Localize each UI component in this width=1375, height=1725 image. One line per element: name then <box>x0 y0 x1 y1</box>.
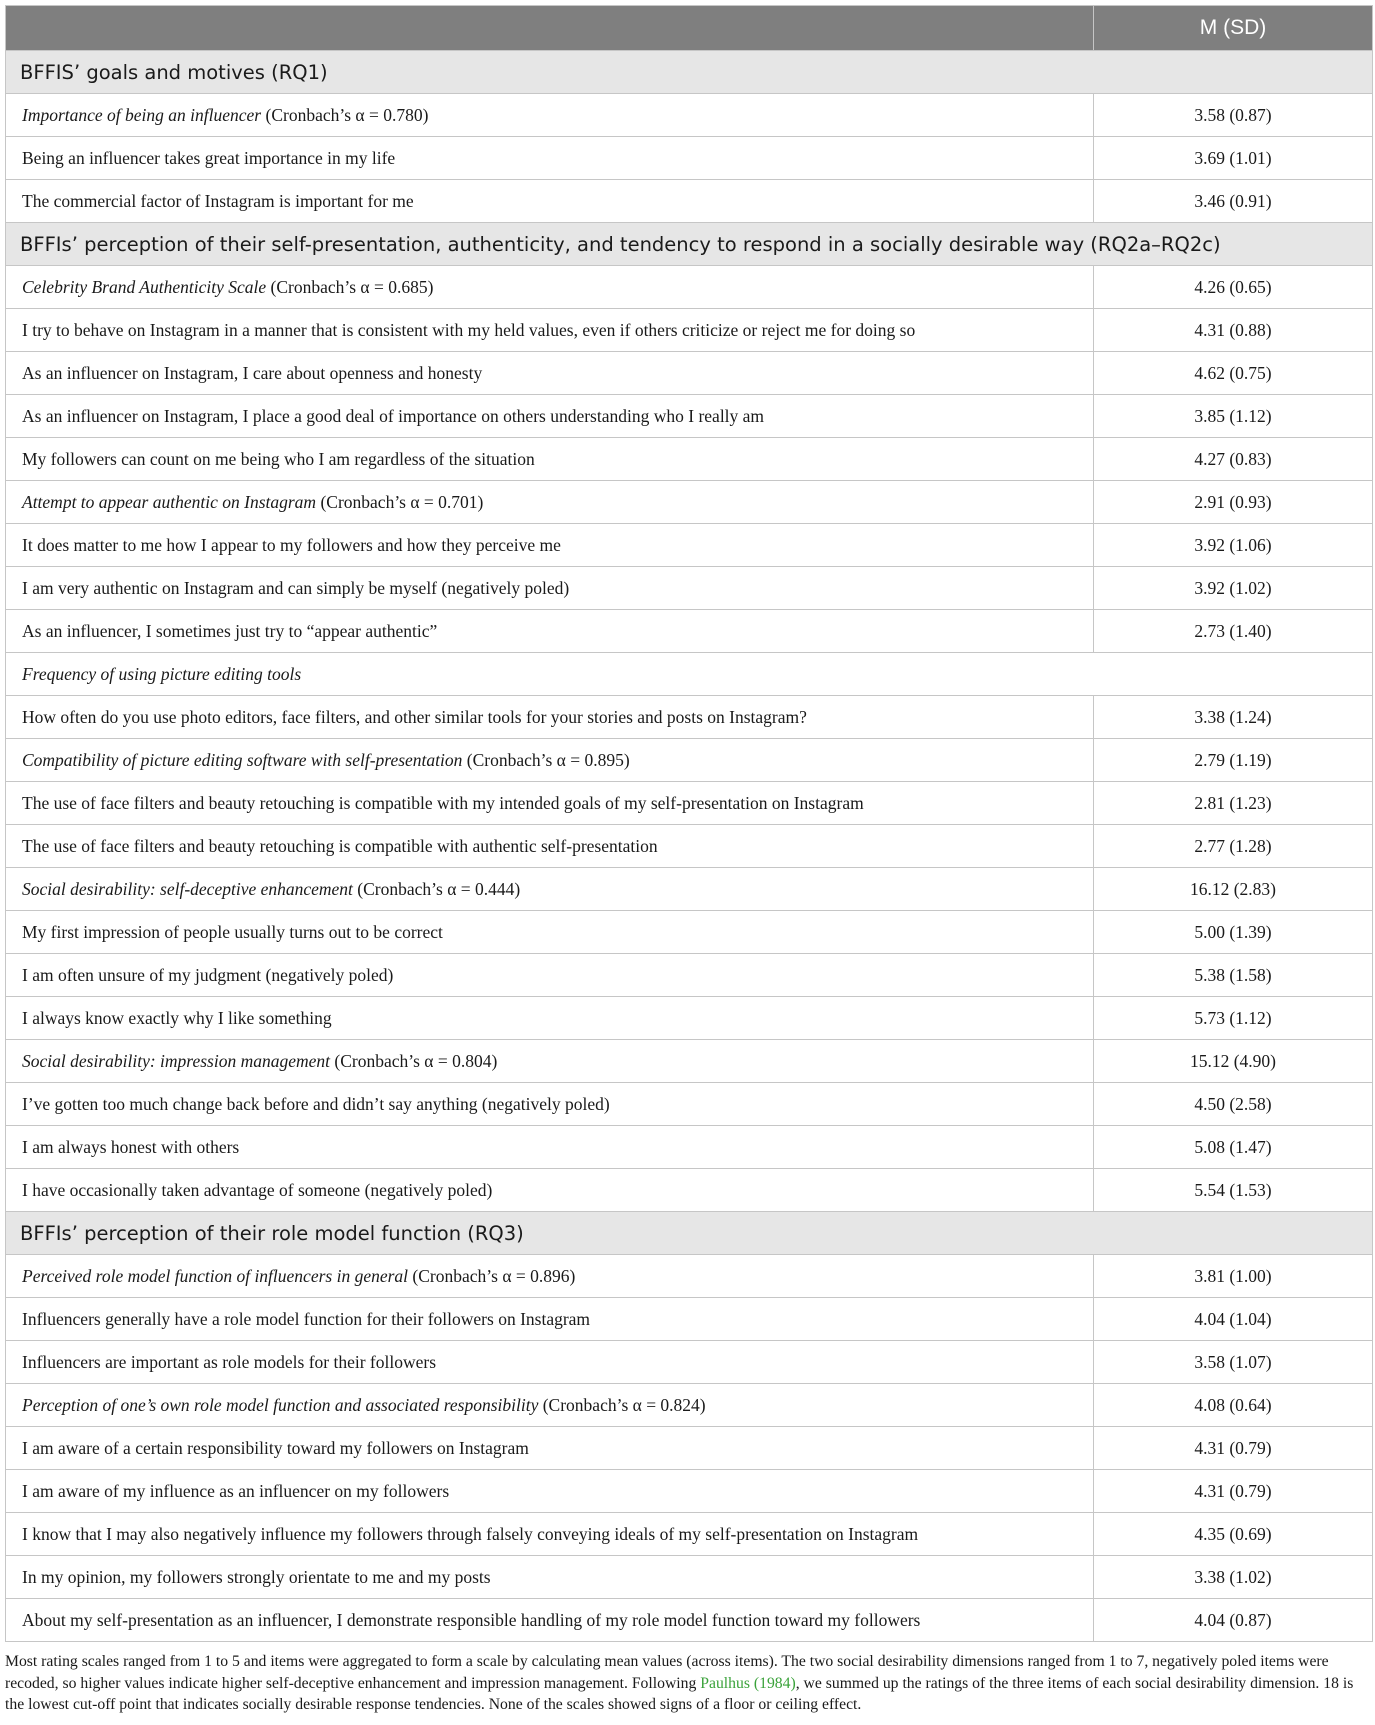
row-label <box>6 1470 1094 1513</box>
row-label-text: I always know exactly why I like something <box>22 1007 332 1028</box>
table-row <box>6 696 1373 739</box>
section-title: BFFIS’ goals and motives (RQ1) <box>6 51 1373 94</box>
table-row <box>6 481 1373 524</box>
table-row <box>6 911 1373 954</box>
row-label-text: As an influencer, I sometimes just try to “appear authentic” <box>22 620 438 641</box>
row-label-text: I know that I may also negatively influence my followers through falsely conveying ideals of my self-presentation on Instagram <box>22 1523 919 1544</box>
row-value: 4.04 (0.87) <box>1094 1599 1373 1642</box>
table-row <box>6 1556 1373 1599</box>
row-label <box>6 1384 1094 1427</box>
row-label <box>6 1427 1094 1470</box>
table-row <box>6 1083 1373 1126</box>
row-label-text: I am very authentic on Instagram and can simply be myself (negatively poled) <box>22 577 570 598</box>
row-label-text: How often do you use photo editors, face filters, and other similar tools for your stories and posts on Instagram? <box>22 706 807 727</box>
row-label-text: I am always honest with others <box>22 1136 240 1157</box>
scale-name: Celebrity Brand Authenticity Scale <box>22 276 267 297</box>
row-label <box>6 1513 1094 1556</box>
row-value: 3.58 (0.87) <box>1094 94 1373 137</box>
row-label-text: My followers can count on me being who I am regardless of the situation <box>22 448 535 469</box>
row-label <box>6 1341 1094 1384</box>
row-value: 2.73 (1.40) <box>1094 610 1373 653</box>
table-row <box>6 1126 1373 1169</box>
table-row <box>6 1341 1373 1384</box>
row-value: 2.77 (1.28) <box>1094 825 1373 868</box>
table-body <box>6 51 1373 1642</box>
row-value: 15.12 (4.90) <box>1094 1040 1373 1083</box>
row-value: 5.54 (1.53) <box>1094 1169 1373 1212</box>
row-label-text: I try to behave on Instagram in a manner that is consistent with my held values, even if others criticize or reject me for doing so <box>22 319 916 340</box>
row-value: 3.38 (1.24) <box>1094 696 1373 739</box>
footnote-citation-link[interactable]: Paulhus (1984) <box>700 1674 796 1692</box>
row-value: 4.62 (0.75) <box>1094 352 1373 395</box>
row-label-text: The use of face filters and beauty retouching is compatible with my intended goals of my self-presentation on Instagram <box>22 792 864 813</box>
row-value: 4.50 (2.58) <box>1094 1083 1373 1126</box>
table-row <box>6 868 1373 911</box>
table-row <box>6 739 1373 782</box>
row-label-text: I’ve gotten too much change back before and didn’t say anything (negatively poled) <box>22 1093 610 1114</box>
row-label-text: The use of face filters and beauty retouching is compatible with authentic self-presentation <box>22 835 658 856</box>
row-label-text: Being an influencer takes great importance in my life <box>22 147 396 168</box>
row-label-text: (Cronbach’s α = 0.895) <box>462 749 630 770</box>
row-value: 4.27 (0.83) <box>1094 438 1373 481</box>
row-label-text: I have occasionally taken advantage of someone (negatively poled) <box>22 1179 493 1200</box>
row-label <box>6 954 1094 997</box>
row-label-text: My first impression of people usually turns out to be correct <box>22 921 443 942</box>
table-row <box>6 1599 1373 1642</box>
footnote-text-start: Most rating scales ranged from 1 to 5 and items were aggregated to form a scale by calculating mean values (across items). The two social desirability dimensions ranged from 1 to 7, negatively poled items were recoded, so higher values indicate higher self-deceptive enhancement and impression management. Following <box>5 1653 1329 1692</box>
row-label <box>6 180 1094 223</box>
row-label-text: (Cronbach’s α = 0.780) <box>261 104 429 125</box>
row-value: 3.92 (1.02) <box>1094 567 1373 610</box>
row-label <box>6 610 1094 653</box>
table-header-row <box>6 6 1373 51</box>
row-value: 3.85 (1.12) <box>1094 395 1373 438</box>
row-label <box>6 696 1094 739</box>
row-label-text: (Cronbach’s α = 0.896) <box>408 1265 576 1286</box>
scale-name: Frequency of using picture editing tools <box>22 663 302 684</box>
row-label-text: Influencers are important as role models for their followers <box>22 1351 437 1372</box>
table-row <box>6 1384 1373 1427</box>
row-value: 16.12 (2.83) <box>1094 868 1373 911</box>
row-label <box>6 911 1094 954</box>
row-label <box>6 1255 1094 1298</box>
header-item-column <box>6 6 1094 51</box>
table-row <box>6 997 1373 1040</box>
row-label <box>6 137 1094 180</box>
row-value: 2.79 (1.19) <box>1094 739 1373 782</box>
row-label <box>6 438 1094 481</box>
row-value: 3.92 (1.06) <box>1094 524 1373 567</box>
table-row <box>6 1470 1373 1513</box>
table-footnote <box>5 1651 1371 1716</box>
table-row <box>6 524 1373 567</box>
table-row <box>6 180 1373 223</box>
row-label-text: It does matter to me how I appear to my followers and how they perceive me <box>22 534 561 555</box>
table-row <box>6 1169 1373 1212</box>
footnote-text-end: , we summed up the ratings of the three items of each social desirability dimension. 18 is the lowest cut-off point that indicates socially desirable response tendencies. None of the scales showed signs of a floor or ceiling effect. <box>5 1674 1354 1713</box>
row-value: 3.69 (1.01) <box>1094 137 1373 180</box>
header-msd-column: M (SD) <box>1094 6 1373 51</box>
table-row <box>6 825 1373 868</box>
row-label-text: I am aware of my influence as an influencer on my followers <box>22 1480 450 1501</box>
row-label-text: In my opinion, my followers strongly orientate to me and my posts <box>22 1566 491 1587</box>
scale-name: Perception of one’s own role model function and associated responsibility <box>22 1394 539 1415</box>
row-label-text: (Cronbach’s α = 0.824) <box>538 1394 706 1415</box>
table-row <box>6 567 1373 610</box>
section-title: BFFIs’ perception of their self-presentation, authenticity, and tendency to respond in a socially desirable way (RQ2a–RQ2c) <box>6 223 1373 266</box>
table-row <box>6 94 1373 137</box>
row-label-text: As an influencer on Instagram, I care about openness and honesty <box>22 362 483 383</box>
row-value: 5.38 (1.58) <box>1094 954 1373 997</box>
scale-name: Perceived role model function of influencers in general <box>22 1265 409 1286</box>
row-label <box>6 868 1094 911</box>
row-label-text: Influencers generally have a role model function for their followers on Instagram <box>22 1308 591 1329</box>
row-label <box>6 997 1094 1040</box>
row-label <box>6 524 1094 567</box>
row-value: 3.46 (0.91) <box>1094 180 1373 223</box>
row-label-text: (Cronbach’s α = 0.701) <box>316 491 484 512</box>
scale-name: Importance of being an influencer <box>22 104 262 125</box>
table-row <box>6 782 1373 825</box>
table-row <box>6 610 1373 653</box>
row-label <box>6 1556 1094 1599</box>
row-label <box>6 309 1094 352</box>
table-row <box>6 653 1373 696</box>
scale-name: Social desirability: self-deceptive enhancement <box>22 878 353 899</box>
row-value: 5.00 (1.39) <box>1094 911 1373 954</box>
table-row <box>6 352 1373 395</box>
table-row <box>6 266 1373 309</box>
row-value: 4.35 (0.69) <box>1094 1513 1373 1556</box>
table-row <box>6 1513 1373 1556</box>
row-value: 4.26 (0.65) <box>1094 266 1373 309</box>
table-row <box>6 309 1373 352</box>
row-label <box>6 395 1094 438</box>
results-table-container <box>5 5 1372 1642</box>
results-table <box>5 5 1373 1642</box>
row-value: 3.58 (1.07) <box>1094 1341 1373 1384</box>
row-value: 2.81 (1.23) <box>1094 782 1373 825</box>
row-label <box>6 1083 1094 1126</box>
row-label-text: I am often unsure of my judgment (negatively poled) <box>22 964 394 985</box>
row-value: 2.91 (0.93) <box>1094 481 1373 524</box>
scale-name: Social desirability: impression management <box>22 1050 330 1071</box>
table-row <box>6 438 1373 481</box>
scale-name: Attempt to appear authentic on Instagram <box>22 491 317 512</box>
row-label-text: I am aware of a certain responsibility toward my followers on Instagram <box>22 1437 529 1458</box>
row-value: 4.31 (0.88) <box>1094 309 1373 352</box>
table-row <box>6 395 1373 438</box>
row-label <box>6 782 1094 825</box>
section-header-row <box>6 223 1373 266</box>
table-row <box>6 1427 1373 1470</box>
row-label-text: As an influencer on Instagram, I place a good deal of importance on others understanding who I really am <box>22 405 765 426</box>
row-label <box>6 1169 1094 1212</box>
row-label <box>6 567 1094 610</box>
section-title: BFFIs’ perception of their role model function (RQ3) <box>6 1212 1373 1255</box>
row-value: 5.08 (1.47) <box>1094 1126 1373 1169</box>
row-label-text: About my self-presentation as an influencer, I demonstrate responsible handling of my role model function toward my followers <box>22 1609 921 1630</box>
row-label <box>6 352 1094 395</box>
row-label <box>6 653 1373 696</box>
row-label <box>6 739 1094 782</box>
row-label-text: The commercial factor of Instagram is important for me <box>22 190 414 211</box>
row-label <box>6 1126 1094 1169</box>
row-value: 4.31 (0.79) <box>1094 1470 1373 1513</box>
row-label <box>6 266 1094 309</box>
section-header-row <box>6 51 1373 94</box>
row-label <box>6 481 1094 524</box>
row-value: 5.73 (1.12) <box>1094 997 1373 1040</box>
row-label-text: (Cronbach’s α = 0.804) <box>330 1050 498 1071</box>
row-label <box>6 1599 1094 1642</box>
section-header-row <box>6 1212 1373 1255</box>
row-label <box>6 94 1094 137</box>
table-row <box>6 137 1373 180</box>
table-row <box>6 1298 1373 1341</box>
table-row <box>6 954 1373 997</box>
row-value: 4.04 (1.04) <box>1094 1298 1373 1341</box>
table-row <box>6 1255 1373 1298</box>
row-label <box>6 1040 1094 1083</box>
row-label <box>6 1298 1094 1341</box>
table-row <box>6 1040 1373 1083</box>
row-label <box>6 825 1094 868</box>
row-value: 4.08 (0.64) <box>1094 1384 1373 1427</box>
scale-name: Compatibility of picture editing software with self-presentation <box>22 749 463 770</box>
row-label-text: (Cronbach’s α = 0.444) <box>352 878 521 899</box>
row-label-text: (Cronbach’s α = 0.685) <box>266 276 434 297</box>
row-value: 3.81 (1.00) <box>1094 1255 1373 1298</box>
row-value: 4.31 (0.79) <box>1094 1427 1373 1470</box>
row-value: 3.38 (1.02) <box>1094 1556 1373 1599</box>
